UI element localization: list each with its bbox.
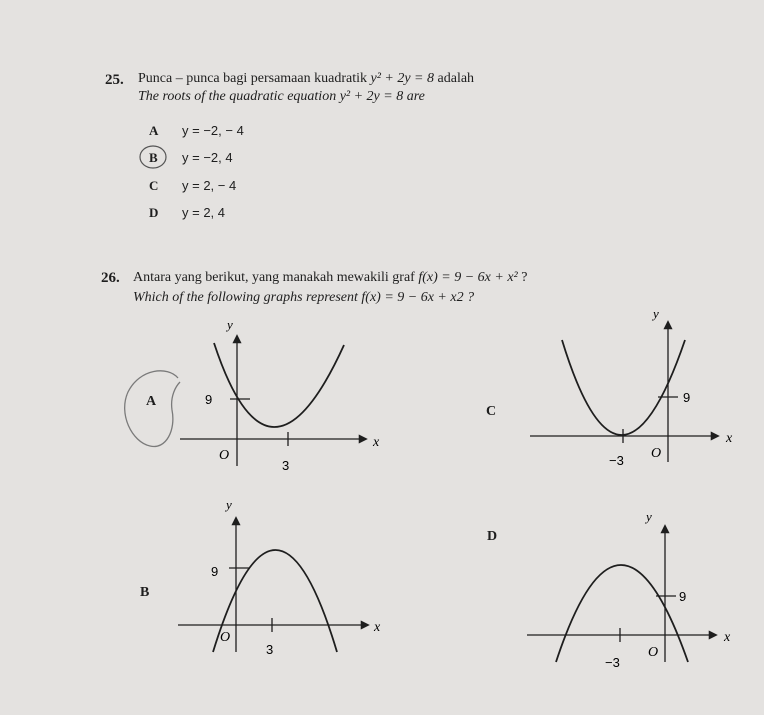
question-26-equation-en: f(x) = 9 − 6x + x2	[361, 290, 464, 305]
question-26-number: 26.	[101, 270, 120, 286]
graph-d-origin: O	[648, 645, 659, 660]
graph-b-y-label: y	[226, 497, 232, 512]
graph-d-x-tick-label: −3	[605, 655, 620, 670]
question-26-ms-end: ?	[521, 270, 528, 285]
graph-b-letter[interactable]: B	[140, 585, 150, 600]
option-a-value: y = −2, − 4	[182, 123, 244, 138]
graph-b	[178, 497, 381, 657]
graph-a-origin: O	[219, 448, 230, 463]
graph-a-y-label: y	[227, 317, 233, 332]
graph-b-x-label: x	[374, 620, 381, 635]
graph-c-curve	[562, 340, 685, 435]
graph-d-y-tick-label: 9	[679, 589, 687, 604]
question-25-equation-ms: y² + 2y = 8	[370, 71, 435, 86]
option-d-letter[interactable]: D	[149, 205, 159, 220]
option-c-letter[interactable]: C	[149, 178, 159, 193]
question-26-en-lead: Which of the following graphs represent	[133, 290, 358, 305]
graph-b-y-tick-label: 9	[211, 564, 219, 579]
option-b-letter[interactable]: B	[149, 150, 158, 165]
graph-c-x-tick-label: −3	[609, 453, 624, 468]
graph-c-x-label: x	[726, 431, 733, 446]
answer-mark-q26	[125, 371, 180, 447]
question-25-number: 25.	[105, 72, 124, 88]
answer-circle-q25	[140, 146, 166, 168]
question-25-en-lead: The roots of the quadratic equation	[138, 89, 337, 104]
question-25-equation-en: y² + 2y = 8	[339, 89, 404, 104]
graph-d	[527, 509, 731, 670]
option-b-value: y = −2, 4	[182, 150, 233, 165]
graph-a-curve	[214, 343, 344, 427]
question-25-en-end: are	[406, 89, 425, 104]
question-25-ms-end: adalah	[437, 71, 475, 86]
option-a-letter[interactable]: A	[149, 123, 159, 138]
graph-d-y-label: y	[646, 509, 652, 524]
option-d-value: y = 2, 4	[182, 205, 225, 220]
graph-b-x-tick-label: 3	[266, 642, 274, 657]
graph-c-y-tick-label: 9	[683, 390, 691, 405]
graph-c	[530, 306, 733, 468]
question-26-en-end: ?	[467, 290, 475, 305]
graph-c-y-label: y	[653, 306, 659, 321]
graph-b-origin: O	[220, 630, 231, 645]
graph-a-x-label: x	[373, 435, 380, 450]
graph-a-letter[interactable]: A	[146, 394, 157, 409]
graph-d-x-label: x	[724, 630, 731, 645]
graph-c-letter[interactable]: C	[486, 404, 497, 419]
graph-a	[180, 317, 380, 473]
graph-d-curve	[556, 565, 688, 662]
question-25-ms-lead: Punca – punca bagi persamaan kuadratik	[138, 71, 367, 86]
graph-a-x-tick-label: 3	[282, 458, 290, 473]
graph-c-origin: O	[651, 446, 662, 461]
question-26-equation-ms: f(x) = 9 − 6x + x²	[418, 270, 518, 285]
question-26-ms-lead: Antara yang berikut, yang manakah mewakili graf	[133, 270, 415, 285]
graph-a-y-tick-label: 9	[205, 392, 213, 407]
graph-d-letter[interactable]: D	[487, 529, 498, 544]
graph-b-curve	[213, 550, 337, 652]
option-c-value: y = 2, − 4	[182, 178, 237, 193]
